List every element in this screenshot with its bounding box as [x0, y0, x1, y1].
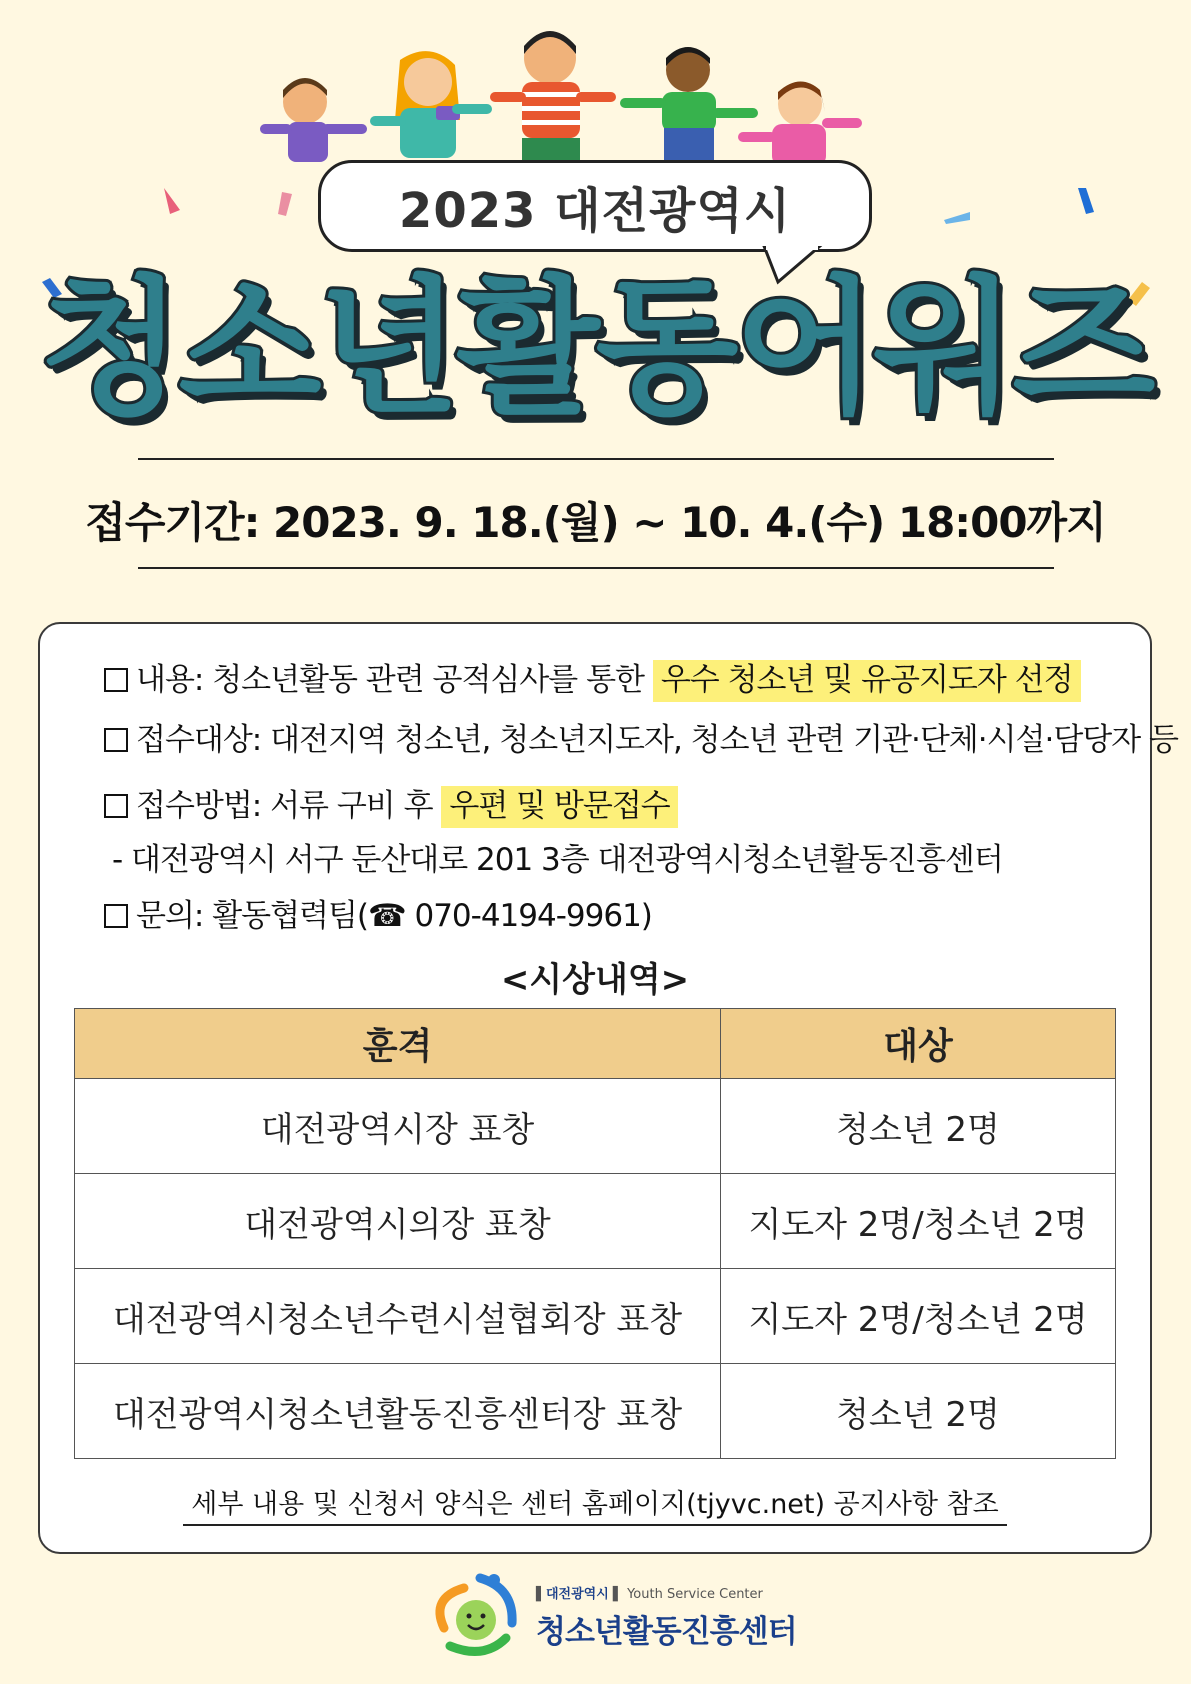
award-recipients: 청소년 2명	[721, 1079, 1116, 1174]
checkbox-icon	[104, 794, 128, 818]
checkbox-icon	[104, 728, 128, 752]
info-content	[104, 654, 1081, 699]
confetti-shape	[160, 186, 184, 216]
child-figure	[260, 78, 367, 162]
contact-text: 문의: 활동협력팀(☎ 070-4194-9961)	[136, 898, 652, 934]
table-row	[75, 1269, 1116, 1364]
content-text: 내용: 청소년활동 관련 공적심사를 통한	[136, 662, 644, 698]
column-header-award: 훈격	[75, 1009, 721, 1079]
award-recipients: 청소년 2명	[721, 1364, 1116, 1459]
child-figure	[490, 31, 616, 162]
details-note-text: 세부 내용 및 신청서 양식은 센터 홈페이지(tjyvc.net) 공지사항 참조	[183, 1489, 1006, 1526]
table-row	[75, 1079, 1116, 1174]
footer-subtitle: ▌대전광역시 ▌ Youth Service Center	[536, 1587, 763, 1602]
year-label: 2023 대전광역시	[398, 182, 792, 239]
confetti-shape	[276, 190, 294, 220]
table-row	[75, 1174, 1116, 1269]
footer-org-english: Youth Service Center	[627, 1587, 763, 1602]
details-note	[40, 1482, 1150, 1521]
award-recipients: 지도자 2명/청소년 2명	[721, 1174, 1116, 1269]
awards-table	[74, 1008, 1116, 1459]
children-illustration	[260, 20, 940, 170]
info-method	[104, 780, 678, 825]
column-header-recipient: 대상	[721, 1009, 1116, 1079]
child-figure	[620, 47, 758, 164]
footer-org-name: 청소년활동진흥센터	[536, 1614, 797, 1650]
footer-org-small: 대전광역시	[546, 1587, 609, 1602]
award-recipients: 지도자 2명/청소년 2명	[721, 1269, 1116, 1364]
awards-section-title: <시상내역>	[500, 960, 690, 1000]
child-figure	[738, 81, 862, 166]
table-header-row	[75, 1009, 1116, 1079]
table-row	[75, 1364, 1116, 1459]
main-title: 청소년활동어워즈	[39, 262, 1152, 434]
target-text: 접수대상: 대전지역 청소년, 청소년지도자, 청소년 관련 기관·단체·시설·담당자 등	[136, 722, 1178, 758]
divider	[138, 567, 1054, 569]
award-name: 대전광역시청소년활동진흥센터장 표창	[75, 1364, 721, 1459]
method-highlight: 우편 및 방문접수	[441, 786, 677, 828]
award-name: 대전광역시청소년수련시설협회장 표창	[75, 1269, 721, 1364]
info-contact	[104, 890, 652, 935]
confetti-shape	[942, 210, 972, 226]
application-period: 접수기간: 2023. 9. 18.(월) ~ 10. 4.(수) 18:00까지	[85, 498, 1106, 547]
method-text: 접수방법: 서류 구비 후	[136, 788, 433, 824]
confetti-shape	[1076, 186, 1096, 216]
info-card	[38, 622, 1178, 1554]
checkbox-icon	[104, 668, 128, 692]
center-logo-icon	[424, 1568, 524, 1660]
info-address: - 대전광역시 서구 둔산대로 201 3층 대전광역시청소년활동진흥센터	[112, 842, 1003, 878]
child-figure	[370, 51, 492, 158]
info-target	[104, 714, 1178, 759]
checkbox-icon	[104, 904, 128, 928]
award-name: 대전광역시장 표창	[75, 1079, 721, 1174]
award-name: 대전광역시의장 표창	[75, 1174, 721, 1269]
year-speech-bubble	[318, 160, 872, 252]
divider	[138, 458, 1054, 460]
content-highlight: 우수 청소년 및 유공지도자 선정	[653, 660, 1081, 702]
